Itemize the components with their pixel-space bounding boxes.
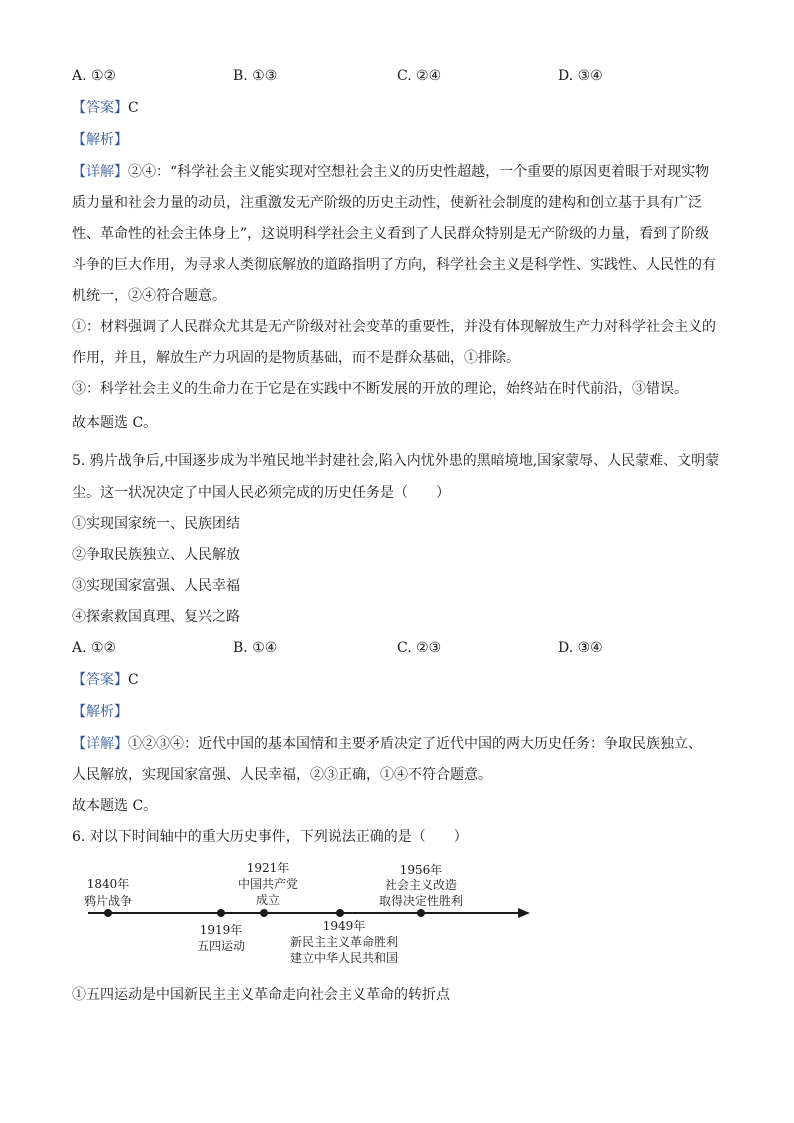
timeline-year-1949: 1949年 [322,919,366,933]
q4-conclusion: 故本题选 C。 [72,415,158,431]
answer-value: C [128,672,139,688]
q4-option-c: C. ②④ [397,68,442,84]
q5-analysis-tag: 【解析】 [72,704,128,720]
timeline-event-1921: 成立 [255,893,281,907]
q4-detail-line: 质力量和社会力量的动员，注重激发无产阶级的历史主动性，使新社会制度的建构和创立基于具有广泛 [72,195,702,211]
timeline-year-1840: 1840年 [86,877,130,891]
timeline-event-1840: 鸦片战争 [83,894,133,908]
timeline-arrow [518,908,530,918]
q5-stem-line: 5. 鸦片战争后,中国逐步成为半殖民地半封建社会,陷入内忧外患的黑暗境地,国家蒙辱、人民蒙难、文明蒙 [72,453,720,469]
q5-option-a: A. ①② [72,640,117,656]
detail-tag: 【详解】 [72,164,128,180]
q4-detail-line: 机统一，②④符合题意。 [72,288,226,304]
timeline-year-1919: 1919年 [199,923,243,937]
q5-option-c: C. ②③ [397,640,442,656]
timeline-event-1949: 建立中华人民共和国 [289,951,399,965]
q5-conclusion: 故本题选 C。 [72,798,158,814]
q4-detail-line: 斗争的巨大作用，为寻求人类彻底解放的道路指明了方向，科学社会主义是科学性、实践性、人民性的有 [72,257,716,273]
detail-text: ②④：“科学社会主义能实现对空想社会主义的历史性超越，一个重要的原因更着眼于对现实物 [128,164,710,180]
timeline-dot-1956 [417,909,425,917]
q6-stem: 6. 对以下时间轴中的重大历史事件，下列说法正确的是（ ） [72,829,468,845]
timeline-dot-1840 [104,909,112,917]
detail-text: ①②③④：近代中国的基本国情和主要矛盾决定了近代中国的两大历史任务：争取民族独立、 [128,736,702,752]
timeline-event-1956: 取得决定性胜利 [378,894,464,908]
timeline-event-1956: 社会主义改造 [384,878,458,892]
timeline-event-1921: 中国共产党 [237,877,299,891]
q5-option-d: D. ③④ [558,640,603,656]
answer-tag: 【答案】 [72,100,128,116]
q5-option-b: B. ①④ [233,640,278,656]
q4-detail-line: 作用，并且，解放生产力巩固的是物质基础，而不是群众基础，①排除。 [72,350,520,366]
q4-option-a: A. ①② [72,68,117,84]
q5-detail-line: 人民解放，实现国家富强、人民幸福，②③正确，①④不符合题意。 [72,767,492,783]
q4-analysis-tag: 【解析】 [72,132,128,148]
timeline-year-1921: 1921年 [246,861,290,875]
q4-detail-line: ③：科学社会主义的生命力在于它是在实践中不断发展的开放的理论，始终站在时代前沿，③错误。 [72,381,688,397]
q4-option-d: D. ③④ [558,68,603,84]
answer-value: C [128,100,139,116]
timeline-dot-1949 [336,909,344,917]
q5-stem-line: 尘。这一状况决定了中国人民必须完成的历史任务是（ ） [72,485,450,501]
q5-item: ③实现国家富强、人民幸福 [72,578,240,594]
q6-item-1: ①五四运动是中国新民主主义革命走向社会主义革命的转折点 [72,987,450,1003]
q4-detail-line: 性、革命性的社会主体身上”，这说明科学社会主义看到了人民群众特别是无产阶级的力量，看到了阶级 [72,226,710,242]
q5-item: ①实现国家统一、民族团结 [72,516,240,532]
timeline-event-1949: 新民主主义革命胜利 [289,935,399,949]
timeline-dot-1921 [260,909,268,917]
q5-item: ②争取民族独立、人民解放 [72,547,240,563]
timeline-event-1919: 五四运动 [196,939,246,953]
timeline-year-1956: 1956年 [399,863,443,877]
q4-option-b: B. ①③ [233,68,278,84]
detail-tag: 【详解】 [72,736,128,752]
timeline-dot-1919 [217,909,225,917]
q5-item: ④探索救国真理、复兴之路 [72,609,240,625]
q4-detail-line: ①：材料强调了人民群众尤其是无产阶级对社会变革的重要性，并没有体现解放生产力对科学社会主义的 [72,319,716,335]
answer-tag: 【答案】 [72,672,128,688]
